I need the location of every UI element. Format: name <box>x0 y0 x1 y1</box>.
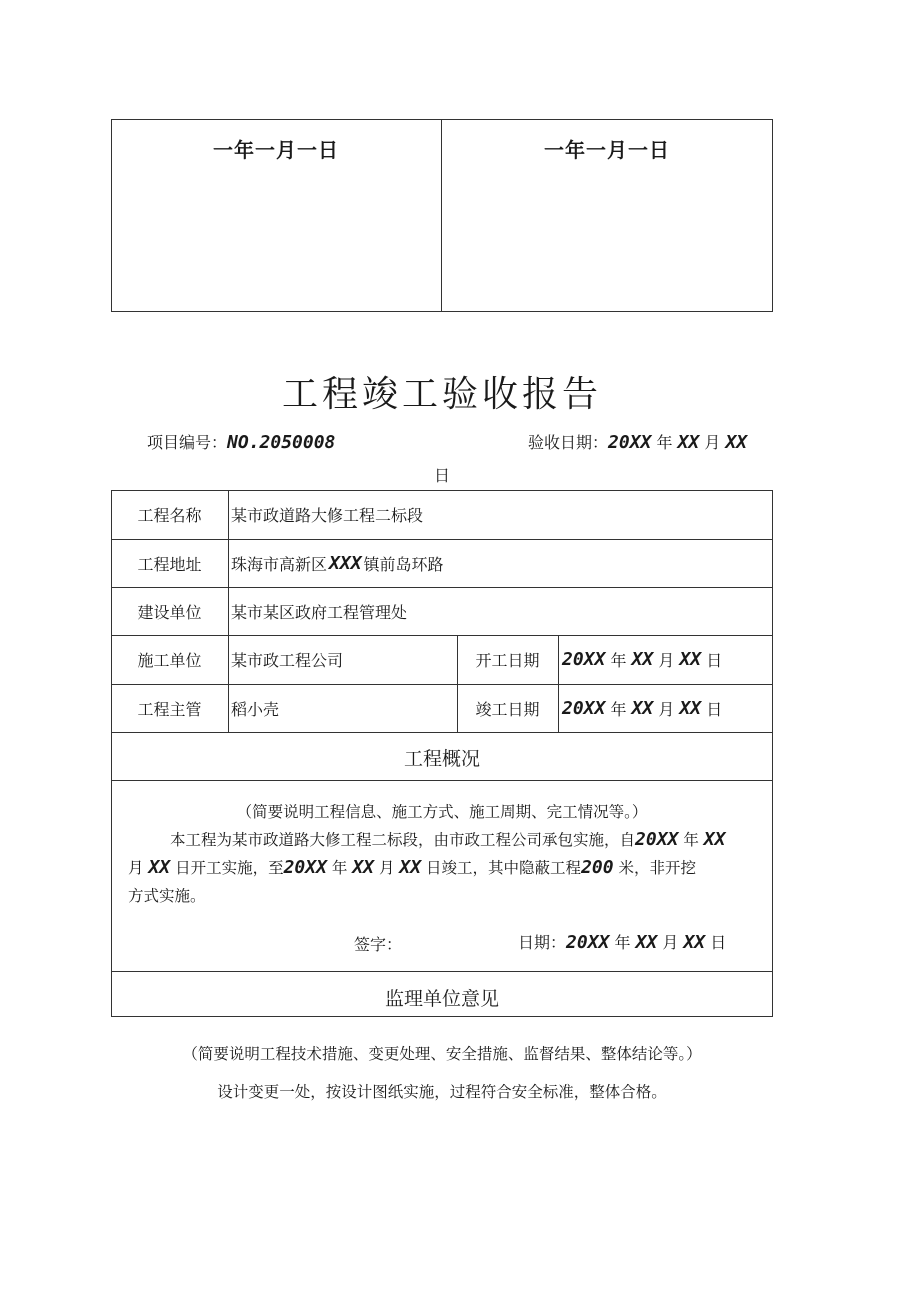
start-day: XX <box>679 649 702 670</box>
body-text-3: 日竣工，其中隐蔽工程 <box>426 859 582 877</box>
month-unit: 月 <box>658 651 675 670</box>
finish-date-value <box>562 684 722 732</box>
overview-line-3: 方式实施。 <box>128 887 206 905</box>
address-xxx: XXX <box>329 552 362 574</box>
body-text-2: 日开工实施，至 <box>175 859 284 877</box>
day-unit: 日 <box>706 699 723 719</box>
mid-col-line-2 <box>558 635 559 732</box>
body-day-2: XX <box>399 857 422 878</box>
finish-month: XX <box>631 697 654 719</box>
year-unit: 年 <box>610 651 627 670</box>
supervision-hint: （简要说明工程技术措施、变更处理、安全措施、监督结果、整体结论等。） <box>182 1045 702 1063</box>
address-prefix: 珠海市高新区 <box>231 554 328 574</box>
body-length: 200 <box>581 857 614 878</box>
row-line-5 <box>111 732 773 733</box>
row-line-6 <box>111 780 773 781</box>
day-unit: 日 <box>706 651 723 670</box>
supervision-body: 设计变更一处，按设计图纸实施，过程符合安全标准，整体合格。 <box>217 1083 667 1101</box>
top-right-date: 一年一月一日 <box>544 138 670 162</box>
day-unit: 日 <box>710 933 727 952</box>
month-unit: 月 <box>378 859 395 877</box>
project-name-label: 工程名称 <box>137 506 202 525</box>
year-unit: 年 <box>656 433 673 452</box>
overview-line-2 <box>128 854 770 882</box>
year-unit: 年 <box>683 831 699 849</box>
acceptance-month: XX <box>677 432 700 453</box>
manager-value: 稻小壳 <box>231 699 280 719</box>
body-year-1: 20XX <box>635 829 679 850</box>
address-value <box>231 539 444 587</box>
month-unit: 月 <box>704 433 721 452</box>
overview-date <box>518 930 726 953</box>
body-month-2: XX <box>352 857 375 878</box>
body-text-4: 米，非开挖 <box>618 859 697 877</box>
year-unit: 年 <box>610 699 627 719</box>
start-date-label: 开工日期 <box>475 651 540 670</box>
project-name-value: 某市政道路大修工程二标段 <box>231 506 424 525</box>
body-month-1: XX <box>703 829 726 850</box>
owner-label: 建设单位 <box>137 602 202 622</box>
acceptance-day: XX <box>725 432 748 453</box>
acceptance-year: 20XX <box>608 432 652 453</box>
acceptance-date-label: 验收日期： <box>528 433 609 452</box>
body-text-1: 本工程为某市政道路大修工程二标段，由市政工程公司承包实施，自 <box>170 831 636 849</box>
body-day-1: XX <box>148 857 171 878</box>
builder-value: 某市政工程公司 <box>231 651 344 670</box>
month-unit: 月 <box>662 933 679 952</box>
overview-line-1 <box>128 826 770 854</box>
finish-year: 20XX <box>562 697 606 719</box>
row-line-7 <box>111 971 773 972</box>
acceptance-date-tail: 日 <box>434 466 451 485</box>
top-left-date: 一年一月一日 <box>213 138 339 162</box>
overview-date-month: XX <box>635 932 658 953</box>
acceptance-date <box>528 430 747 453</box>
project-number-value: NO.2050008 <box>227 432 336 453</box>
overview-heading: 工程概况 <box>403 748 480 770</box>
supervision-heading: 监理单位意见 <box>384 988 499 1010</box>
overview-body <box>128 826 770 910</box>
overview-date-label: 日期： <box>518 933 567 952</box>
month-unit: 月 <box>658 699 675 719</box>
finish-date-label: 竣工日期 <box>475 699 540 719</box>
start-year: 20XX <box>562 649 606 670</box>
finish-day: XX <box>679 697 702 719</box>
manager-label: 工程主管 <box>137 699 202 719</box>
builder-label: 施工单位 <box>137 651 202 670</box>
year-unit: 年 <box>331 859 348 877</box>
start-month: XX <box>631 649 654 670</box>
project-number <box>147 430 335 453</box>
overview-hint: （简要说明工程信息、施工方式、施工周期、完工情况等。） <box>236 803 648 821</box>
owner-value: 某市某区政府工程管理处 <box>231 602 408 622</box>
month-unit: 月 <box>128 859 144 877</box>
label-col-line <box>228 490 229 732</box>
project-number-label: 项目编号： <box>147 433 228 452</box>
overview-date-year: 20XX <box>566 932 610 953</box>
year-unit: 年 <box>614 933 631 952</box>
start-date-value <box>562 635 722 684</box>
overview-date-day: XX <box>683 932 706 953</box>
address-label: 工程地址 <box>137 554 202 574</box>
report-title: 工程竣工验收报告 <box>281 374 602 415</box>
address-suffix: 镇前岛环路 <box>363 554 444 574</box>
overview-sign-label: 签字： <box>354 935 403 954</box>
body-year-2: 20XX <box>283 857 327 878</box>
